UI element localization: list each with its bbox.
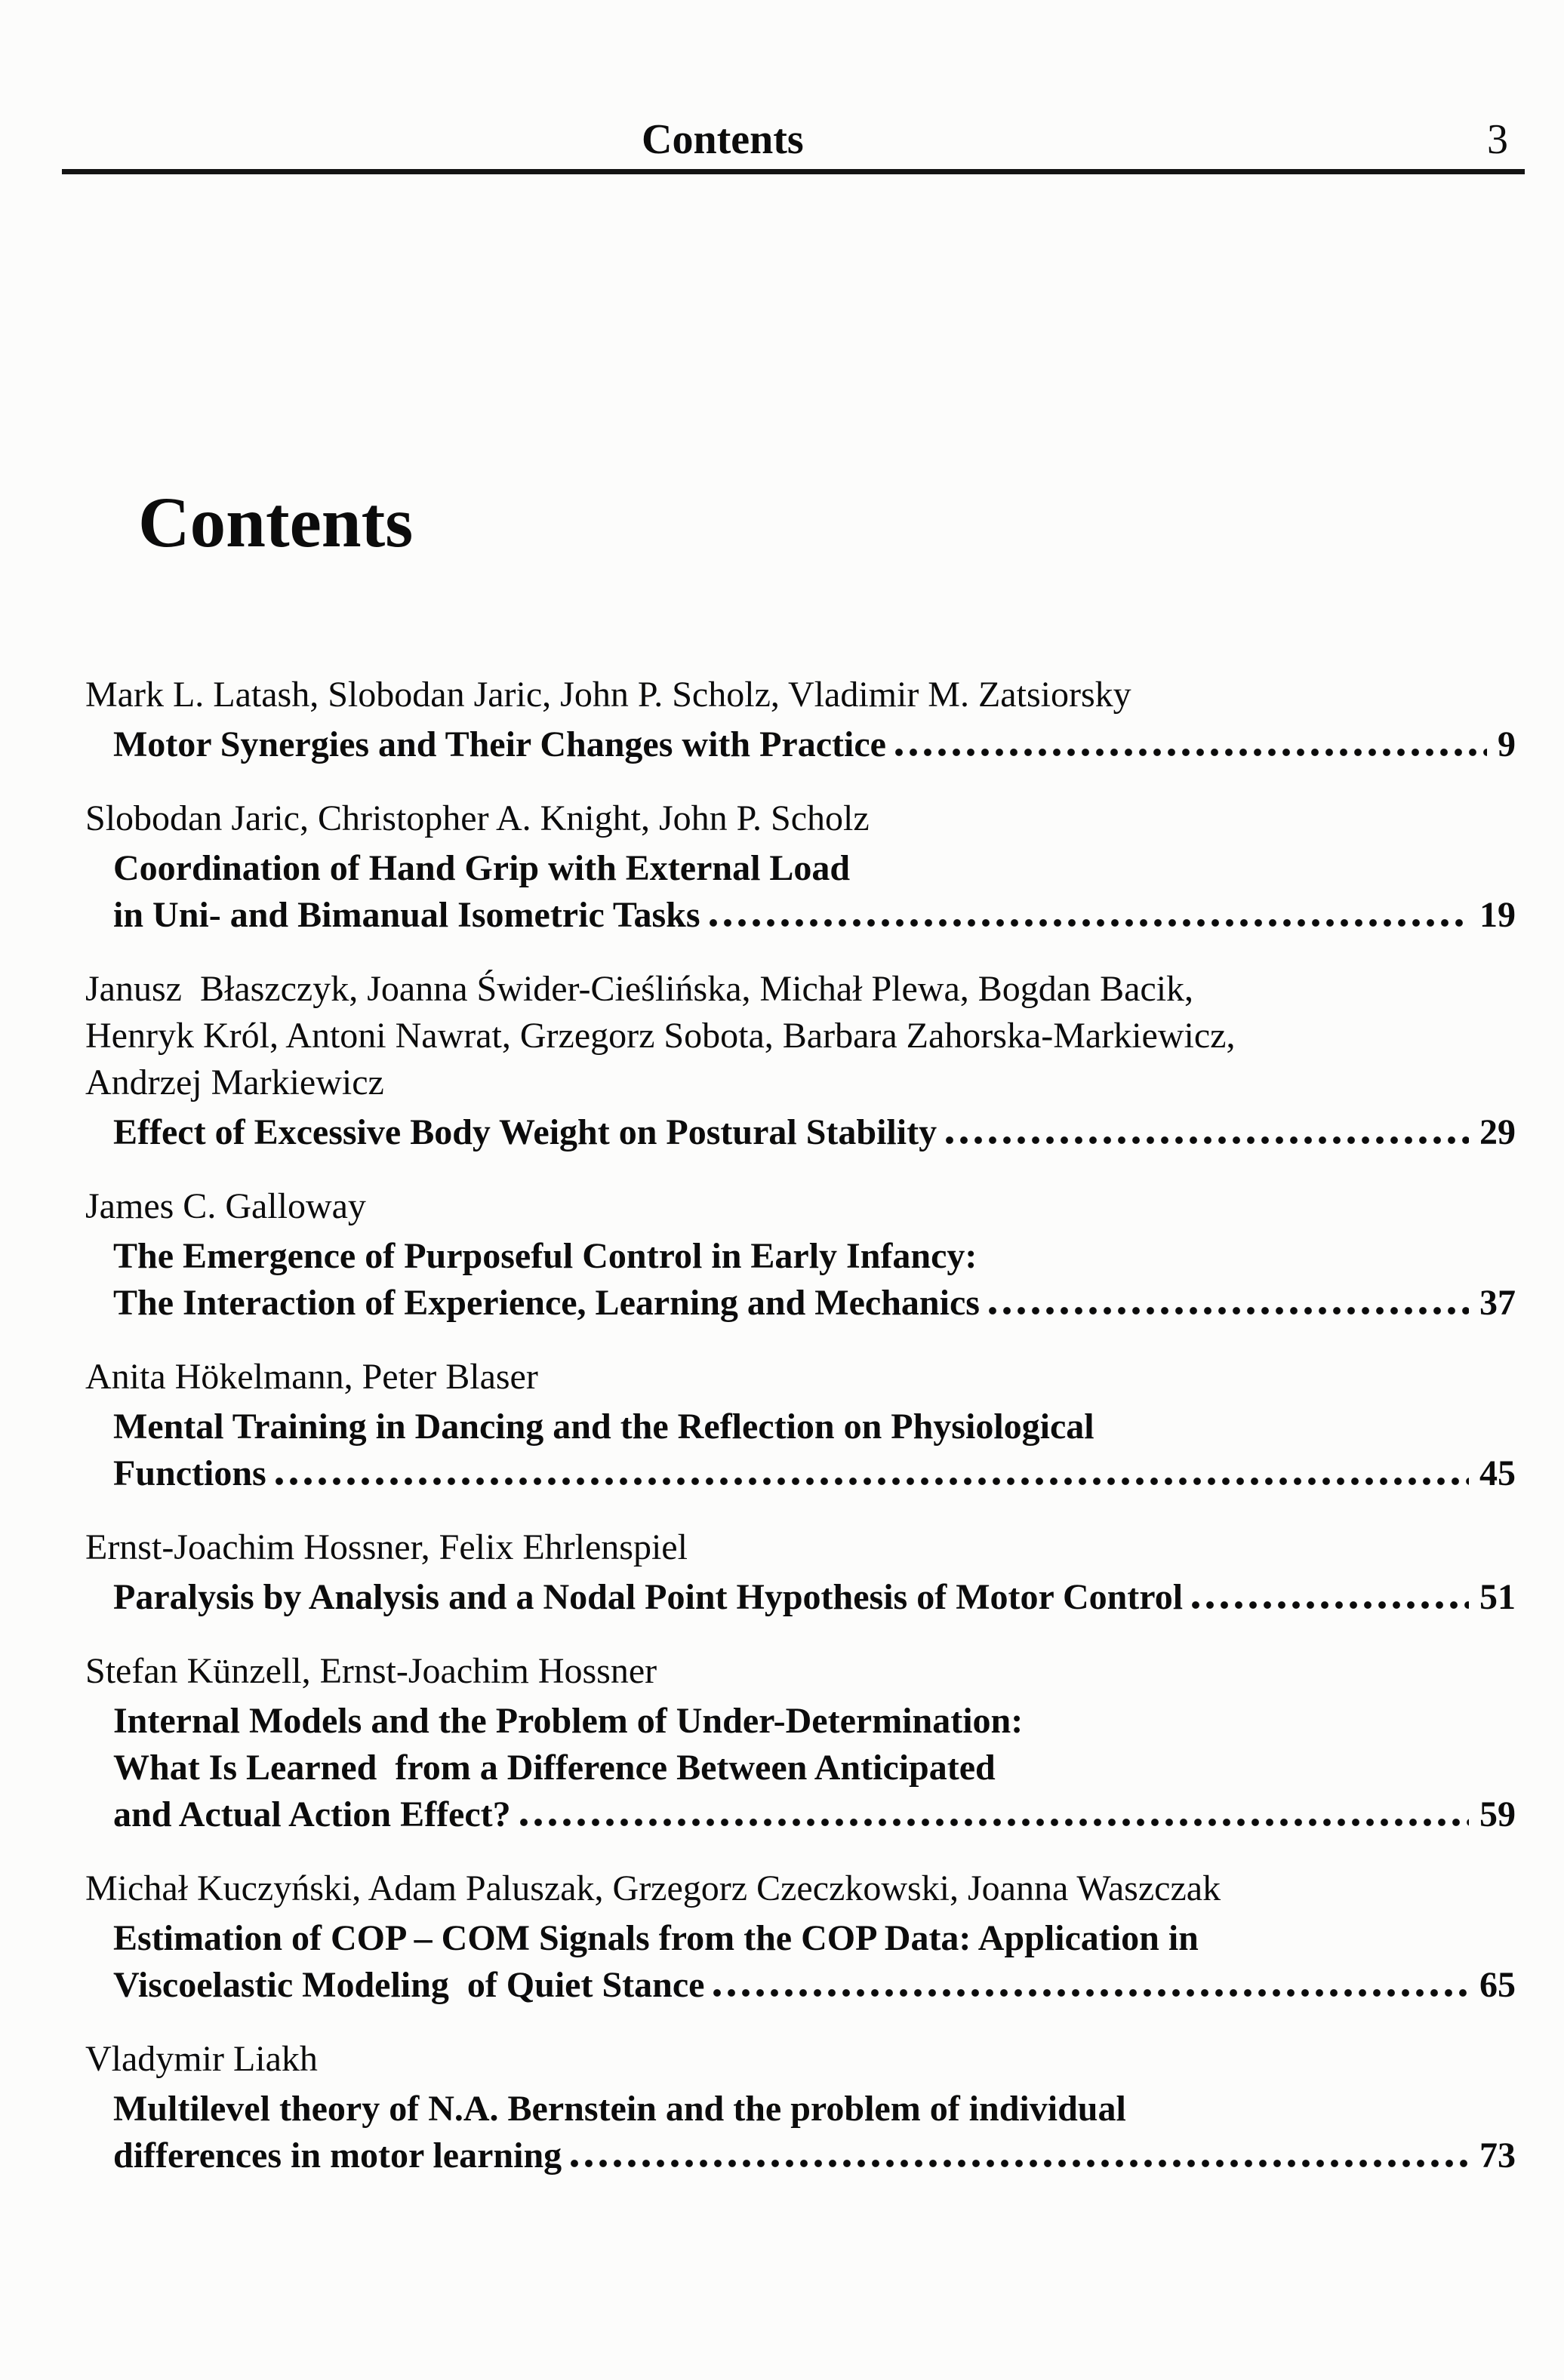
entry-3-authors-line-3: Andrzej Markiewicz bbox=[85, 1062, 384, 1102]
entry-4-authors-line-1: James C. Galloway bbox=[85, 1186, 366, 1226]
entry-9-title-line-2 bbox=[85, 2132, 1516, 2179]
toc-entry-7 bbox=[85, 1648, 1516, 1838]
entry-6-page-number: 51 bbox=[1479, 1577, 1516, 1617]
toc-entry-3 bbox=[85, 966, 1516, 1156]
entry-5-title-line-1 bbox=[85, 1404, 1516, 1450]
entry-8-authors-line-1: Michał Kuczyński, Adam Paluszak, Grzegorz Czeczkowski, Joanna Waszczak bbox=[85, 1868, 1221, 1908]
entry-9-page-number: 73 bbox=[1479, 2136, 1516, 2176]
entry-4-title-line-2 bbox=[85, 1280, 1516, 1327]
entry-7-title bbox=[85, 1698, 1516, 1838]
dot-leader bbox=[895, 749, 1487, 756]
entry-7-title-text: and Actual Action Effect? bbox=[113, 1794, 511, 1834]
entry-8-title-text: Viscoelastic Modeling of Quiet Stance bbox=[113, 1965, 705, 2005]
entry-4-page-number: 37 bbox=[1479, 1283, 1516, 1323]
entry-8-page-number: 65 bbox=[1479, 1965, 1516, 2005]
dot-leader bbox=[710, 919, 1469, 927]
entry-7-authors-line-1: Stefan Künzell, Ernst-Joachim Hossner bbox=[85, 1651, 657, 1691]
entry-2-title bbox=[85, 845, 1516, 939]
entry-9-title bbox=[85, 2086, 1516, 2179]
entry-8-title bbox=[85, 1915, 1516, 2009]
toc-entry-9 bbox=[85, 2036, 1516, 2179]
dot-leader bbox=[520, 1819, 1469, 1826]
entry-5-page-number: 45 bbox=[1479, 1453, 1516, 1493]
dot-leader bbox=[946, 1136, 1469, 1144]
entry-5-title-line-2 bbox=[85, 1450, 1516, 1497]
entry-9-title-text: differences in motor learning bbox=[113, 2136, 562, 2176]
entry-6-title-line-1 bbox=[85, 1574, 1516, 1621]
toc-entry-6 bbox=[85, 1524, 1516, 1621]
entry-7-title-text: Internal Models and the Problem of Under-Determination: bbox=[113, 1701, 1024, 1741]
entry-3-title-line-1 bbox=[85, 1109, 1516, 1156]
entry-9-title-line-1 bbox=[85, 2086, 1516, 2132]
toc-list bbox=[85, 672, 1516, 2206]
entry-5-title bbox=[85, 1404, 1516, 1497]
entry-2-title-text: Coordination of Hand Grip with External Load bbox=[113, 848, 851, 888]
entry-1-authors-line-1: Mark L. Latash, Slobodan Jaric, John P. Scholz, Vladimir M. Zatsiorsky bbox=[85, 675, 1131, 715]
entry-6-title bbox=[85, 1574, 1516, 1621]
entry-7-title-line-2 bbox=[85, 1745, 1516, 1791]
entry-2-authors-line-1: Slobodan Jaric, Christopher A. Knight, John P. Scholz bbox=[85, 798, 870, 838]
entry-5-authors-line-1: Anita Hökelmann, Peter Blaser bbox=[85, 1357, 538, 1397]
entry-3-title bbox=[85, 1109, 1516, 1156]
toc-entry-2 bbox=[85, 795, 1516, 939]
toc-entry-4 bbox=[85, 1183, 1516, 1327]
entry-2-page-number: 19 bbox=[1479, 895, 1516, 935]
entry-1-page-number: 9 bbox=[1498, 724, 1516, 764]
dot-leader bbox=[713, 1989, 1469, 1997]
dot-leader bbox=[1192, 1601, 1469, 1609]
entry-3-authors-line-1: Janusz Błaszczyk, Joanna Świder-Cieślińska, Michał Plewa, Bogdan Bacik, bbox=[85, 969, 1194, 1009]
entry-4-title-line-1 bbox=[85, 1233, 1516, 1280]
page-title: Contents bbox=[138, 481, 414, 562]
entry-7-title-text: What Is Learned from a Difference Between Anticipated bbox=[113, 1748, 996, 1788]
entry-8-title-line-2 bbox=[85, 1962, 1516, 2009]
running-header-page-number: 3 bbox=[1487, 116, 1508, 163]
entry-9-title-text: Multilevel theory of N.A. Bernstein and the problem of individual bbox=[113, 2089, 1126, 2129]
entry-4-title-text: The Interaction of Experience, Learning and Mechanics bbox=[113, 1283, 980, 1323]
entry-6-authors-line-1: Ernst-Joachim Hossner, Felix Ehrlenspiel bbox=[85, 1527, 688, 1567]
entry-1-title bbox=[85, 721, 1516, 768]
entry-3-title-text: Effect of Excessive Body Weight on Postural Stability bbox=[113, 1112, 937, 1152]
dot-leader bbox=[989, 1307, 1469, 1315]
entry-5-title-text: Mental Training in Dancing and the Reflection on Physiological bbox=[113, 1407, 1094, 1447]
entry-2-title-line-2 bbox=[85, 892, 1516, 939]
dot-leader bbox=[276, 1478, 1469, 1485]
entry-6-title-text: Paralysis by Analysis and a Nodal Point Hypothesis of Motor Control bbox=[113, 1577, 1184, 1617]
entry-3-page-number: 29 bbox=[1479, 1112, 1516, 1152]
entry-7-page-number: 59 bbox=[1479, 1794, 1516, 1834]
entry-2-title-text: in Uni- and Bimanual Isometric Tasks bbox=[113, 895, 700, 935]
header-rule bbox=[62, 169, 1525, 174]
toc-entry-8 bbox=[85, 1865, 1516, 2009]
toc-entry-1 bbox=[85, 672, 1516, 768]
entry-1-title-text: Motor Synergies and Their Changes with Practice bbox=[113, 724, 886, 764]
entry-1-title-line-1 bbox=[85, 721, 1516, 768]
toc-entry-5 bbox=[85, 1354, 1516, 1497]
entry-4-title bbox=[85, 1233, 1516, 1327]
dot-leader bbox=[571, 2160, 1469, 2167]
entry-3-authors-line-2: Henryk Król, Antoni Nawrat, Grzegorz Sobota, Barbara Zahorska-Markiewicz, bbox=[85, 1016, 1236, 1056]
entry-2-title-line-1 bbox=[85, 845, 1516, 892]
running-header-title: Contents bbox=[642, 116, 804, 163]
entry-5-title-text: Functions bbox=[113, 1453, 266, 1493]
entry-4-title-text: The Emergence of Purposeful Control in Early Infancy: bbox=[113, 1236, 978, 1276]
entry-9-authors-line-1: Vladymir Liakh bbox=[85, 2039, 318, 2079]
entry-8-title-line-1 bbox=[85, 1915, 1516, 1962]
entry-7-title-line-1 bbox=[85, 1698, 1516, 1745]
entry-7-title-line-3 bbox=[85, 1791, 1516, 1838]
entry-8-title-text: Estimation of COP – COM Signals from the COP Data: Application in bbox=[113, 1918, 1199, 1958]
